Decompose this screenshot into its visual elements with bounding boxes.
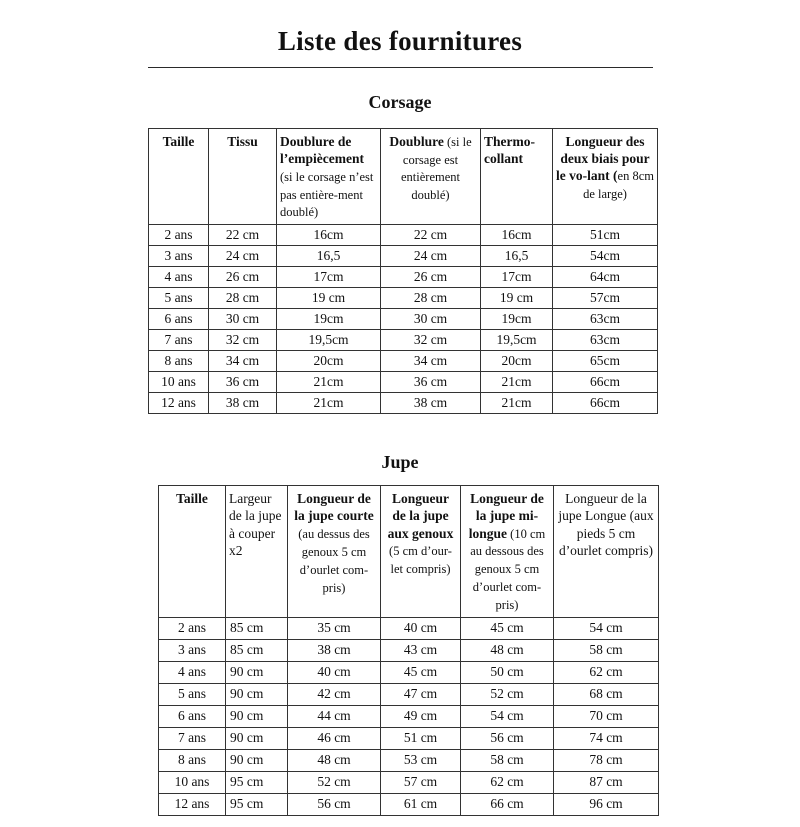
measurement-cell: 66cm xyxy=(553,393,658,414)
column-title: Thermo-collant xyxy=(484,133,535,166)
table-row xyxy=(159,639,659,661)
measurement-cell: 57cm xyxy=(553,288,658,309)
measurement-cell: 21cm xyxy=(277,372,381,393)
measurement-cell: 90 cm xyxy=(226,683,288,705)
column-title: Longueur de la jupe courte xyxy=(294,491,374,524)
size-label-cell: 12 ans xyxy=(159,793,226,815)
table-row xyxy=(149,288,658,309)
table-row xyxy=(159,749,659,771)
measurement-cell: 48 cm xyxy=(288,749,381,771)
column-header-jupe-mi-longue xyxy=(461,486,554,618)
column-header-doublure xyxy=(381,128,481,225)
size-label-cell: 2 ans xyxy=(159,617,226,639)
measurement-cell: 57 cm xyxy=(381,771,461,793)
measurement-cell: 22 cm xyxy=(209,225,277,246)
measurement-cell: 58 cm xyxy=(461,749,554,771)
table-row xyxy=(159,683,659,705)
measurement-cell: 58 cm xyxy=(554,639,659,661)
measurement-cell: 40 cm xyxy=(381,617,461,639)
measurement-cell: 62 cm xyxy=(461,771,554,793)
column-header-thermocollant xyxy=(481,128,553,225)
jupe-section-heading: Jupe xyxy=(381,452,419,473)
measurement-cell: 45 cm xyxy=(381,661,461,683)
measurement-cell: 32 cm xyxy=(381,330,481,351)
measurement-cell: 85 cm xyxy=(226,639,288,661)
measurement-cell: 17cm xyxy=(481,267,553,288)
column-header-tissu xyxy=(209,128,277,225)
column-title: Doublure xyxy=(389,133,444,149)
measurement-cell: 26 cm xyxy=(209,267,277,288)
measurement-cell: 62 cm xyxy=(554,661,659,683)
column-title: Longueur des deux biais pour le vo-lant ( xyxy=(556,133,650,183)
measurement-cell: 19,5cm xyxy=(277,330,381,351)
size-label-cell: 3 ans xyxy=(159,639,226,661)
measurement-cell: 90 cm xyxy=(226,727,288,749)
size-label-cell: 6 ans xyxy=(159,705,226,727)
corsage-table xyxy=(148,128,658,415)
document-page xyxy=(0,27,800,827)
column-title: Taille xyxy=(162,133,195,149)
measurement-cell: 87 cm xyxy=(554,771,659,793)
measurement-cell: 53 cm xyxy=(381,749,461,771)
size-label-cell: 6 ans xyxy=(149,309,209,330)
measurement-cell: 21cm xyxy=(481,372,553,393)
measurement-cell: 51 cm xyxy=(381,727,461,749)
table-row xyxy=(149,372,658,393)
table-row xyxy=(149,393,658,414)
measurement-cell: 54 cm xyxy=(554,617,659,639)
column-header-longueur-biais xyxy=(553,128,658,225)
column-title: Longueur de la jupe Longue (aux pieds 5 cm d’ourlet compris) xyxy=(558,491,654,558)
measurement-cell: 50 cm xyxy=(461,661,554,683)
measurement-cell: 20cm xyxy=(481,351,553,372)
size-label-cell: 3 ans xyxy=(149,246,209,267)
measurement-cell: 24 cm xyxy=(381,246,481,267)
size-label-cell: 7 ans xyxy=(159,727,226,749)
measurement-cell: 52 cm xyxy=(461,683,554,705)
column-header-jupe-longue xyxy=(554,486,659,618)
size-label-cell: 4 ans xyxy=(159,661,226,683)
measurement-cell: 38 cm xyxy=(288,639,381,661)
table-row xyxy=(159,727,659,749)
size-label-cell: 2 ans xyxy=(149,225,209,246)
column-header-largeur xyxy=(226,486,288,618)
measurement-cell: 16,5 xyxy=(277,246,381,267)
measurement-cell: 61 cm xyxy=(381,793,461,815)
measurement-cell: 16cm xyxy=(481,225,553,246)
measurement-cell: 28 cm xyxy=(209,288,277,309)
table-row xyxy=(159,771,659,793)
measurement-cell: 65cm xyxy=(553,351,658,372)
measurement-cell: 70 cm xyxy=(554,705,659,727)
measurement-cell: 20cm xyxy=(277,351,381,372)
size-label-cell: 10 ans xyxy=(149,372,209,393)
measurement-cell: 45 cm xyxy=(461,617,554,639)
measurement-cell: 56 cm xyxy=(288,793,381,815)
measurement-cell: 90 cm xyxy=(226,705,288,727)
measurement-cell: 66cm xyxy=(553,372,658,393)
measurement-cell: 85 cm xyxy=(226,617,288,639)
measurement-cell: 38 cm xyxy=(209,393,277,414)
measurement-cell: 90 cm xyxy=(226,661,288,683)
table-row xyxy=(149,267,658,288)
measurement-cell: 63cm xyxy=(553,309,658,330)
column-subtitle: (5 cm d’our-let compris) xyxy=(389,544,452,577)
measurement-cell: 54cm xyxy=(553,246,658,267)
column-title: Doublure de l’empiècement xyxy=(280,133,364,166)
column-header-taille xyxy=(159,486,226,618)
measurement-cell: 95 cm xyxy=(226,793,288,815)
size-label-cell: 7 ans xyxy=(149,330,209,351)
measurement-cell: 35 cm xyxy=(288,617,381,639)
measurement-cell: 51cm xyxy=(553,225,658,246)
size-label-cell: 10 ans xyxy=(159,771,226,793)
column-subtitle: (au dessus des genoux 5 cm d’ourlet com-pris) xyxy=(298,527,370,595)
column-title: Tissu xyxy=(227,133,258,149)
measurement-cell: 21cm xyxy=(481,393,553,414)
table-row xyxy=(159,705,659,727)
measurement-cell: 32 cm xyxy=(209,330,277,351)
measurement-cell: 19 cm xyxy=(277,288,381,309)
measurement-cell: 22 cm xyxy=(381,225,481,246)
size-label-cell: 12 ans xyxy=(149,393,209,414)
measurement-cell: 16,5 xyxy=(481,246,553,267)
measurement-cell: 19,5cm xyxy=(481,330,553,351)
column-header-taille xyxy=(149,128,209,225)
size-label-cell: 4 ans xyxy=(149,267,209,288)
measurement-cell: 24 cm xyxy=(209,246,277,267)
measurement-cell: 95 cm xyxy=(226,771,288,793)
measurement-cell: 17cm xyxy=(277,267,381,288)
measurement-cell: 47 cm xyxy=(381,683,461,705)
column-header-jupe-courte xyxy=(288,486,381,618)
measurement-cell: 49 cm xyxy=(381,705,461,727)
column-subtitle: (si le corsage est entièrement doublé) xyxy=(401,134,472,203)
measurement-cell: 46 cm xyxy=(288,727,381,749)
measurement-cell: 28 cm xyxy=(381,288,481,309)
measurement-cell: 43 cm xyxy=(381,639,461,661)
measurement-cell: 66 cm xyxy=(461,793,554,815)
table-row xyxy=(149,330,658,351)
measurement-cell: 74 cm xyxy=(554,727,659,749)
column-subtitle: (10 cm au dessous des genoux 5 cm d’ourlet com-pris) xyxy=(470,526,546,613)
measurement-cell: 36 cm xyxy=(381,372,481,393)
measurement-cell: 56 cm xyxy=(461,727,554,749)
measurement-cell: 78 cm xyxy=(554,749,659,771)
measurement-cell: 90 cm xyxy=(226,749,288,771)
measurement-cell: 26 cm xyxy=(381,267,481,288)
measurement-cell: 19cm xyxy=(481,309,553,330)
corsage-header-row xyxy=(149,128,658,225)
column-title: Longueur de la jupe mi-longue xyxy=(468,491,544,541)
measurement-cell: 19 cm xyxy=(481,288,553,309)
column-title: Largeur de la jupe à couper x2 xyxy=(229,491,282,558)
measurement-cell: 16cm xyxy=(277,225,381,246)
table-row xyxy=(149,225,658,246)
measurement-cell: 30 cm xyxy=(381,309,481,330)
table-row xyxy=(159,617,659,639)
measurement-cell: 42 cm xyxy=(288,683,381,705)
table-row xyxy=(149,351,658,372)
measurement-cell: 64cm xyxy=(553,267,658,288)
column-title: Taille xyxy=(176,491,208,507)
measurement-cell: 54 cm xyxy=(461,705,554,727)
size-label-cell: 5 ans xyxy=(159,683,226,705)
measurement-cell: 68 cm xyxy=(554,683,659,705)
size-label-cell: 8 ans xyxy=(149,351,209,372)
measurement-cell: 36 cm xyxy=(209,372,277,393)
measurement-cell: 40 cm xyxy=(288,661,381,683)
measurement-cell: 63cm xyxy=(553,330,658,351)
measurement-cell: 34 cm xyxy=(209,351,277,372)
jupe-table xyxy=(158,485,659,816)
size-label-cell: 5 ans xyxy=(149,288,209,309)
table-row xyxy=(149,246,658,267)
measurement-cell: 19cm xyxy=(277,309,381,330)
table-row xyxy=(159,793,659,815)
measurement-cell: 21cm xyxy=(277,393,381,414)
measurement-cell: 34 cm xyxy=(381,351,481,372)
measurement-cell: 48 cm xyxy=(461,639,554,661)
title-divider xyxy=(148,67,653,68)
corsage-section-heading: Corsage xyxy=(368,91,432,112)
column-subtitle: (si le corsage n’est pas entière-ment doublé) xyxy=(280,169,374,220)
column-title: Longueur de la jupe aux genoux xyxy=(387,491,454,541)
column-header-doublure-empiecement xyxy=(277,128,381,225)
table-row xyxy=(149,309,658,330)
column-subtitle: en 8cm de large) xyxy=(583,168,654,201)
measurement-cell: 96 cm xyxy=(554,793,659,815)
table-row xyxy=(159,661,659,683)
column-header-jupe-genoux xyxy=(381,486,461,618)
measurement-cell: 52 cm xyxy=(288,771,381,793)
measurement-cell: 44 cm xyxy=(288,705,381,727)
measurement-cell: 38 cm xyxy=(381,393,481,414)
page-title: Liste des fournitures xyxy=(277,26,523,56)
measurement-cell: 30 cm xyxy=(209,309,277,330)
size-label-cell: 8 ans xyxy=(159,749,226,771)
jupe-header-row xyxy=(159,486,659,618)
